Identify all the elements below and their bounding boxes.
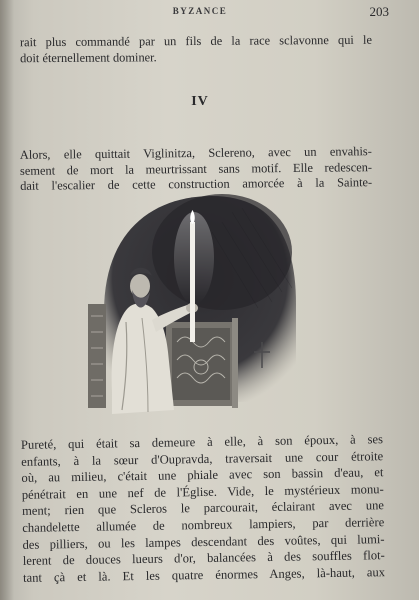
text-line: chandelette allumée de nombreux lampiers, par derrière [22, 515, 385, 535]
text-line: enfants, à la sœur d'Oupravda, traversait une cour étroite [21, 448, 384, 469]
text-line: pénétrait en une nef de l'Église. Vide, le mystérieux monu- [21, 481, 384, 502]
text-line: lerent de douces lueurs d'or, balancées à des souffles flot- [22, 548, 385, 568]
text-line: dait l'escalier de cette construction amorcée à la Sainte- [20, 175, 373, 193]
text-line: rait plus commandé par un fils de la race sclavonne qui le [19, 32, 372, 50]
text-line: Alors, elle quittait Viglinitza, Sclereno, avec un envahis- [19, 144, 372, 162]
engraving-illustration [82, 192, 304, 428]
text-line: sement de mort la meurtrissant sans motif. Elle redescen- [19, 159, 373, 178]
opening-paragraph [20, 33, 372, 66]
text-line: où, au milieu, c'était une phiale avec son bassin d'eau, et [21, 465, 384, 486]
text-line: des pilliers, ou les lampes descendant des voûtes, qui lumi- [22, 531, 385, 552]
text-line: doit éternellement dominer. [20, 49, 157, 65]
chapter-heading: IV [191, 94, 209, 109]
continued-paragraph [21, 431, 385, 586]
chapter-paragraph [20, 144, 372, 194]
page-number: 203 [369, 4, 389, 19]
text-line: Pureté, qui était sa demeure à elle, à son époux, à ses [20, 432, 384, 452]
page-gutter-shadow [0, 0, 14, 600]
text-line: tant çà et là. Et les quatre énormes Anges, là-haut, aux [22, 564, 386, 585]
text-line: ment; rien que Scleros le parcourait, éclairant avec une [21, 498, 385, 519]
running-head: BYZANCE [172, 6, 228, 16]
